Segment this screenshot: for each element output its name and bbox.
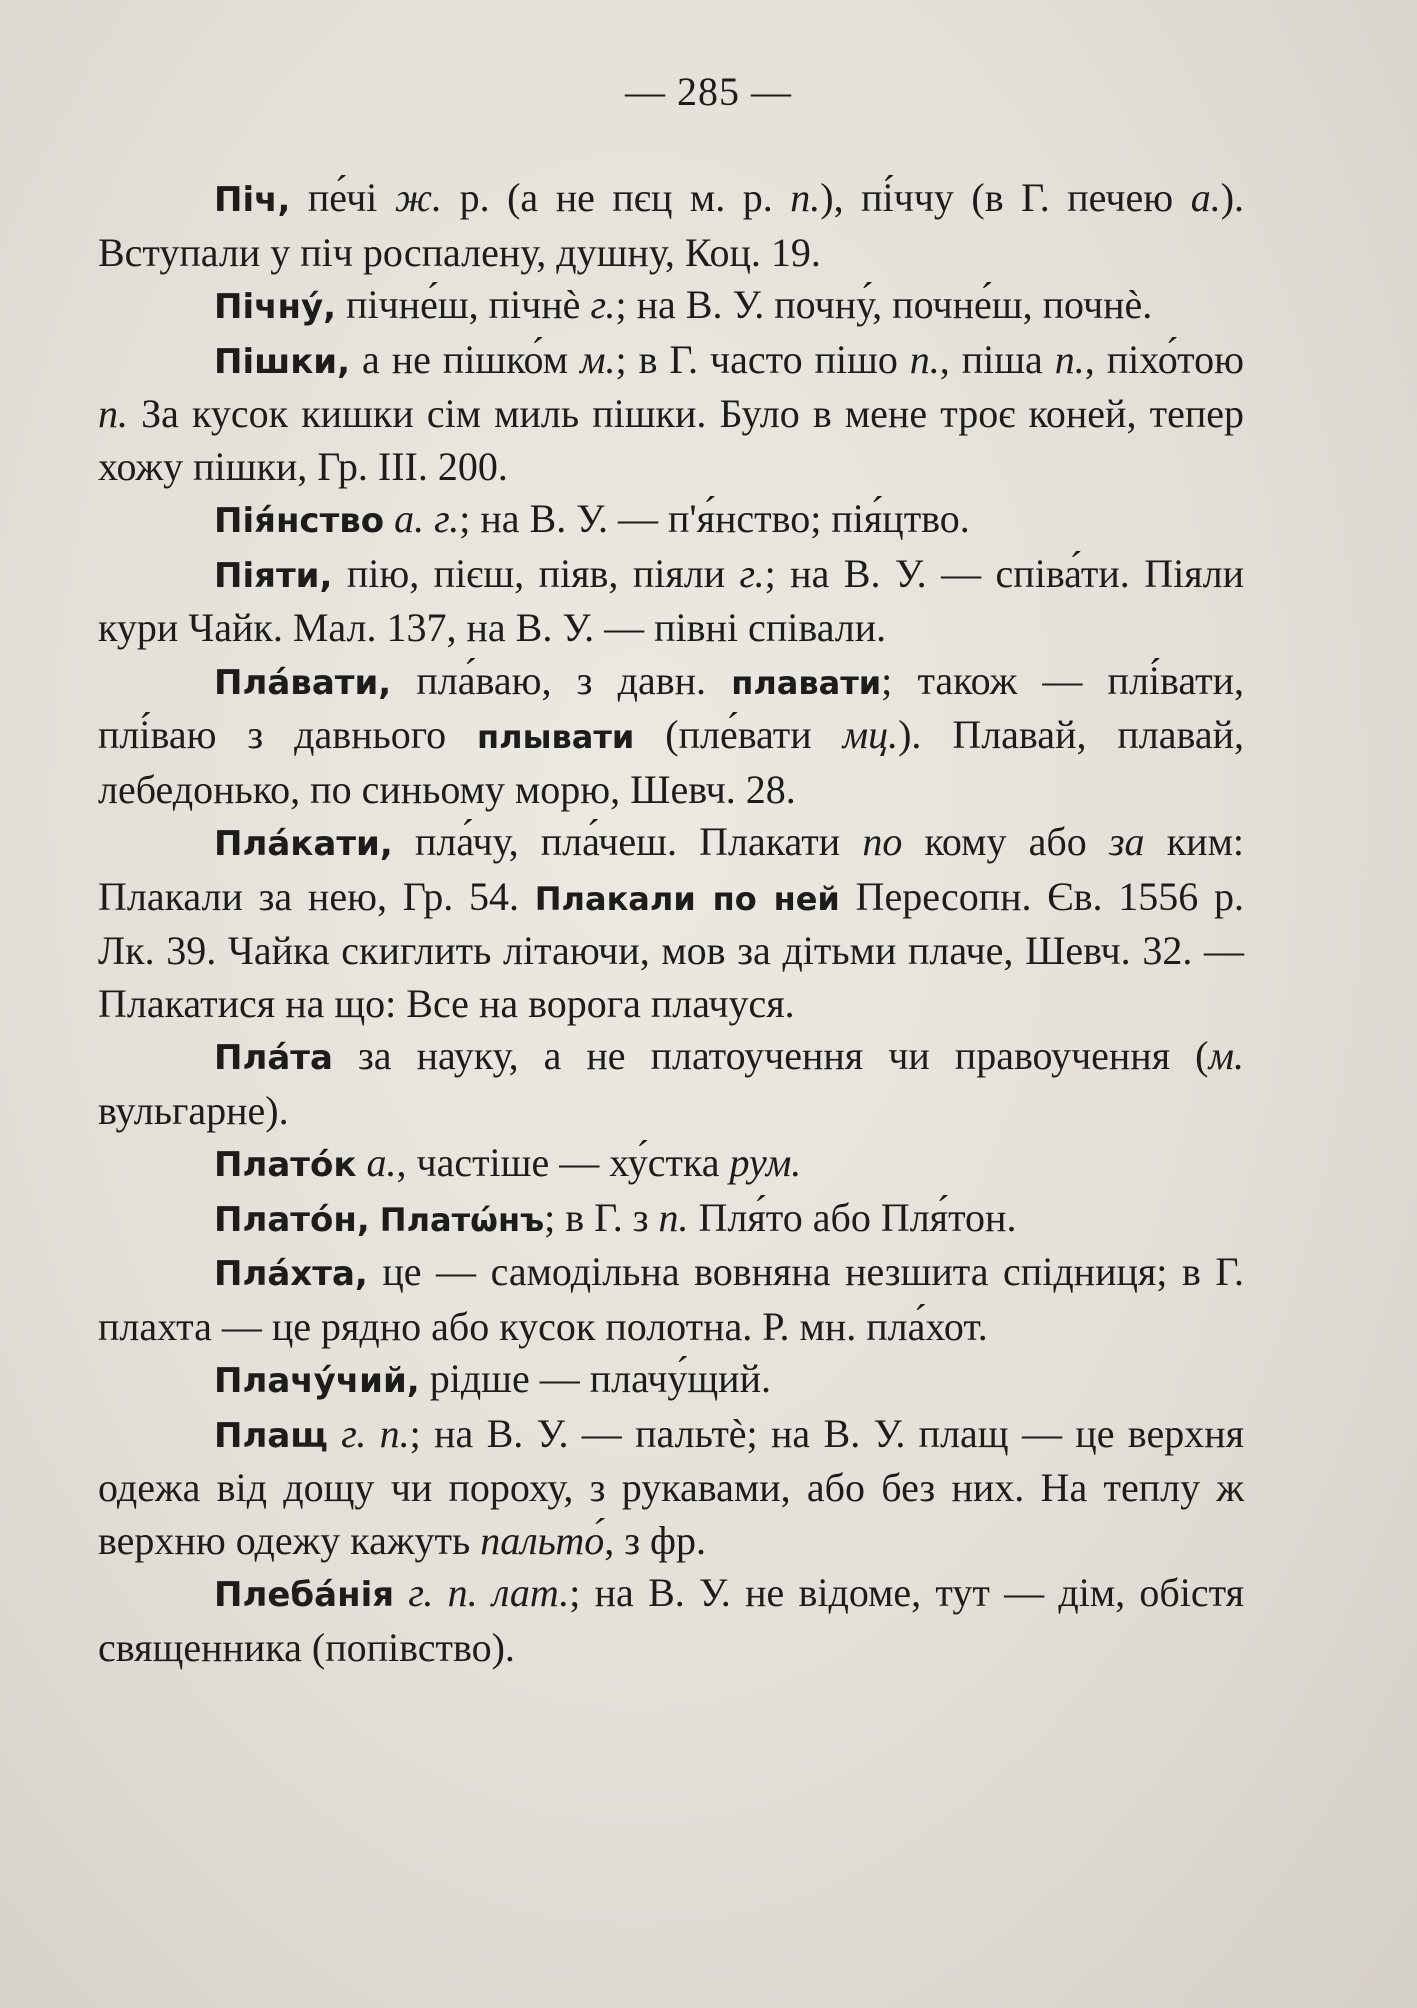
entry-plavaty: Пла́вати, пла́ваю, з давн. плавати; також — плі́вати, плі́ваю з давнього плывати (пле́вати мц.). Плавай, плавай, лебедонько, по синьому морю, Шевч. 28.	[98, 657, 1244, 812]
entry-piianstvo: Пія́нство а. г.; на В. У. — п'я́нство; пія́цтво.	[214, 496, 970, 541]
headword: Піяти,	[214, 555, 333, 596]
headword: Плато́к	[214, 1145, 357, 1185]
entry-plashch: Плащ г. п.; на В. У. — пальтѐ; на В. У. плащ — це верхня одежа від дощу чи пороху, з рукавами, або без них. На теплу ж верхню одежу кажуть пальто́, з фр.	[98, 1410, 1244, 1563]
headword: Плеба́нія	[214, 1575, 395, 1615]
headword: Піч,	[214, 180, 291, 220]
entry-pishky: Пішки, а не пішко́м м.; в Г. часто пішо п., піша п., піхо́тою п. За кусок кишки сім миль пішки. Було в мене троє коней, тепер хожу пішки, Гр. III. 200.	[98, 336, 1244, 489]
entry-plachuchyi: Плачу́чий, рідше — плачу́щий.	[214, 1356, 771, 1401]
headword: Пла́вати,	[214, 662, 392, 703]
entry-plakhta: Пла́хта, це — самодільна вовняна незшита спідниця; в Г. плахта — це рядно або кусок полотна. Р. мн. пла́хот.	[98, 1249, 1244, 1349]
entry-plata: Пла́та за науку, а не платоучення чи правоучення (м. вульгарне).	[98, 1033, 1244, 1133]
headword: Пла́та	[214, 1038, 333, 1078]
entry-pichnu: Пічну́, пічне́ш, пічнѐ г.; на В. У. почну́, почне́ш, почнѐ.	[214, 282, 1153, 327]
entry-platon: Плато́н, Платώнъ; в Г. з п. Пля́то або Пля́тон.	[214, 1194, 1017, 1240]
entry-plebaniia: Плеба́нія г. п. лат.; на В. У. не відоме, тут — дім, обістя священника (попівство).	[98, 1570, 1244, 1670]
entry-pich: Піч, пе́чі ж. р. (а не пєц м. р. п.), пі́ччу (в Г. печею а.). Вступали у піч роспалену, душну, Коц. 19.	[98, 175, 1245, 275]
headword: Плащ	[214, 1415, 328, 1456]
entry-piiaty: Піяти, пію, пієш, піяв, піяли г.; на В. У. — співа́ти. Піяли кури Чайк. Мал. 137, на В. У. — півні співали.	[98, 550, 1244, 650]
headword: Плачу́чий,	[214, 1361, 420, 1401]
headword: Пія́нство	[214, 501, 385, 541]
headword: Плато́н,	[214, 1199, 370, 1240]
page-content	[98, 172, 1244, 1674]
entry-plakaty: Пла́кати, пла́чу, пла́чеш. Плакати по кому або за ким: Плакали за нею, Гр. 54. Плакали по ней Пересопн. Єв. 1556 р. Лк. 39. Чайка скиглить літаючи, мов за дітьми плаче, Шевч. 32. — Плакатися на що: Все на ворога плачуся.	[98, 819, 1245, 1026]
entry-platok: Плато́к а., частіше — ху́стка рум.	[214, 1140, 802, 1185]
page-number: — 285 —	[625, 69, 792, 114]
headword: Пішки,	[214, 341, 351, 382]
headword: Пла́кати,	[214, 824, 393, 864]
headword: Пла́хта,	[214, 1254, 368, 1294]
headword: Пічну́,	[214, 287, 337, 327]
